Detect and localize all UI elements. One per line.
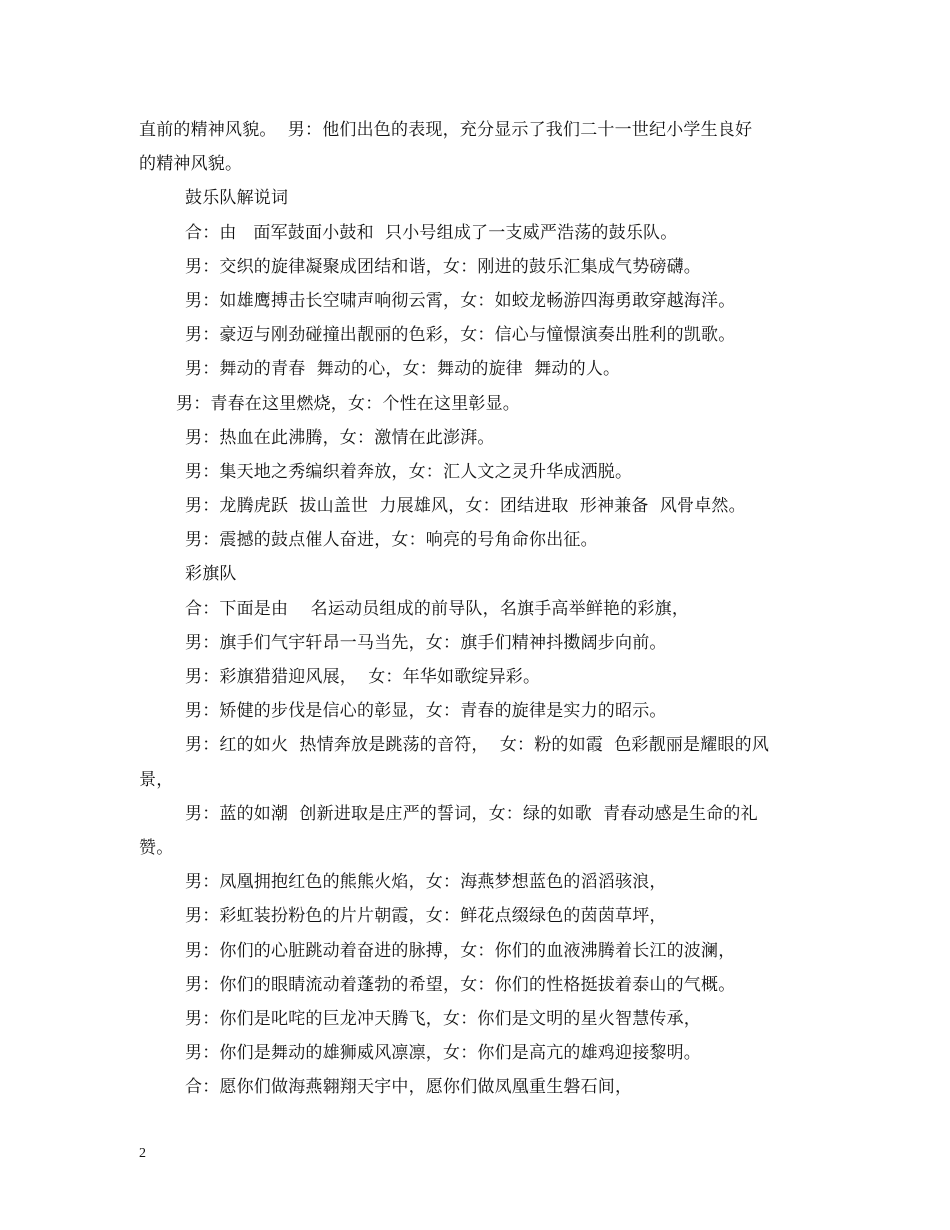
text-line: 男：热血在此沸腾，女：激情在此澎湃。 xyxy=(185,427,495,448)
text-line: 景， xyxy=(139,769,174,790)
text-line: 男：如雄鹰搏击长空啸声响彻云霄，女：如蛟龙畅游四海勇敢穿越海洋。 xyxy=(185,290,736,311)
text-line: 男：彩旗猎猎迎风展， 女：年华如歌绽异彩。 xyxy=(185,667,541,687)
text-line: 男：豪迈与刚劲碰撞出靓丽的色彩，女：信心与憧憬演奏出胜利的凯歌。 xyxy=(185,325,736,346)
text-line: 男：青春在这里燃烧，女：个性在这里彰显。 xyxy=(176,393,520,414)
page-number: 2 xyxy=(139,1146,146,1161)
text-line: 合：下面是由 名运动员组成的前导队，名旗手高举鲜艳的彩旗， xyxy=(185,598,690,619)
document-body xyxy=(139,113,815,1104)
text-line: 男：蓝的如潮 创新进取是庄严的誓词，女：绿的如歌 青春动感是生命的礼 xyxy=(185,803,758,824)
text-line: 男：你们是舞动的雄狮威风凛凛，女：你们是高亢的雄鸡迎接黎明。 xyxy=(185,1043,701,1064)
text-line: 直前的精神风貌。 男：他们出色的表现，充分显示了我们二十一世纪小学生良好 xyxy=(139,120,753,140)
section-heading: 鼓乐队解说词 xyxy=(185,188,289,209)
text-line: 男：矫健的步伐是信心的彰显，女：青春的旋律是实力的昭示。 xyxy=(185,701,667,722)
text-line: 男：凤凰拥抱红色的熊熊火焰，女：海燕梦想蓝色的滔滔骇浪， xyxy=(185,872,667,893)
text-line: 男：旗手们气宇轩昂一马当先，女：旗手们精神抖擞阔步向前。 xyxy=(185,632,667,653)
text-line: 的精神风貌。 xyxy=(139,154,243,175)
text-line: 合：由 面军鼓面小鼓和 只小号组成了一支威严浩荡的鼓乐队。 xyxy=(185,222,678,243)
text-line: 男：震撼的鼓点催人奋进，女：响亮的号角命你出征。 xyxy=(185,530,598,551)
text-line: 赞。 xyxy=(139,837,174,858)
text-line: 男：你们是叱咤的巨龙冲天腾飞，女：你们是文明的星火智慧传承， xyxy=(185,1008,701,1029)
section-heading: 彩旗队 xyxy=(185,564,237,585)
text-line: 男：集天地之秀编织着奔放，女：汇人文之灵升华成洒脱。 xyxy=(185,461,633,482)
text-line: 男：舞动的青春 舞动的心，女：舞动的旋律 舞动的人。 xyxy=(185,359,621,380)
text-line: 男：龙腾虎跃 拔山盖世 力展雄风，女：团结进取 形神兼备 风骨卓然。 xyxy=(185,496,746,517)
text-line: 男：你们的眼睛流动着蓬勃的希望，女：你们的性格挺拔着泰山的气概。 xyxy=(185,974,736,995)
text-line: 男：彩虹装扮粉色的片片朝霞，女：鲜花点缀绿色的茵茵草坪， xyxy=(185,906,667,927)
text-line: 男：交织的旋律凝聚成团结和谐，女：刚进的鼓乐汇集成气势磅礴。 xyxy=(185,256,701,277)
text-line: 合：愿你们做海燕翱翔天宇中，愿你们做凤凰重生磐石间， xyxy=(185,1077,633,1098)
text-line: 男：你们的心脏跳动着奋进的脉搏，女：你们的血液沸腾着长江的波澜， xyxy=(185,940,736,961)
text-line: 男：红的如火 热情奔放是跳荡的音符， 女：粉的如霞 色彩靓丽是耀眼的风 xyxy=(185,735,770,756)
